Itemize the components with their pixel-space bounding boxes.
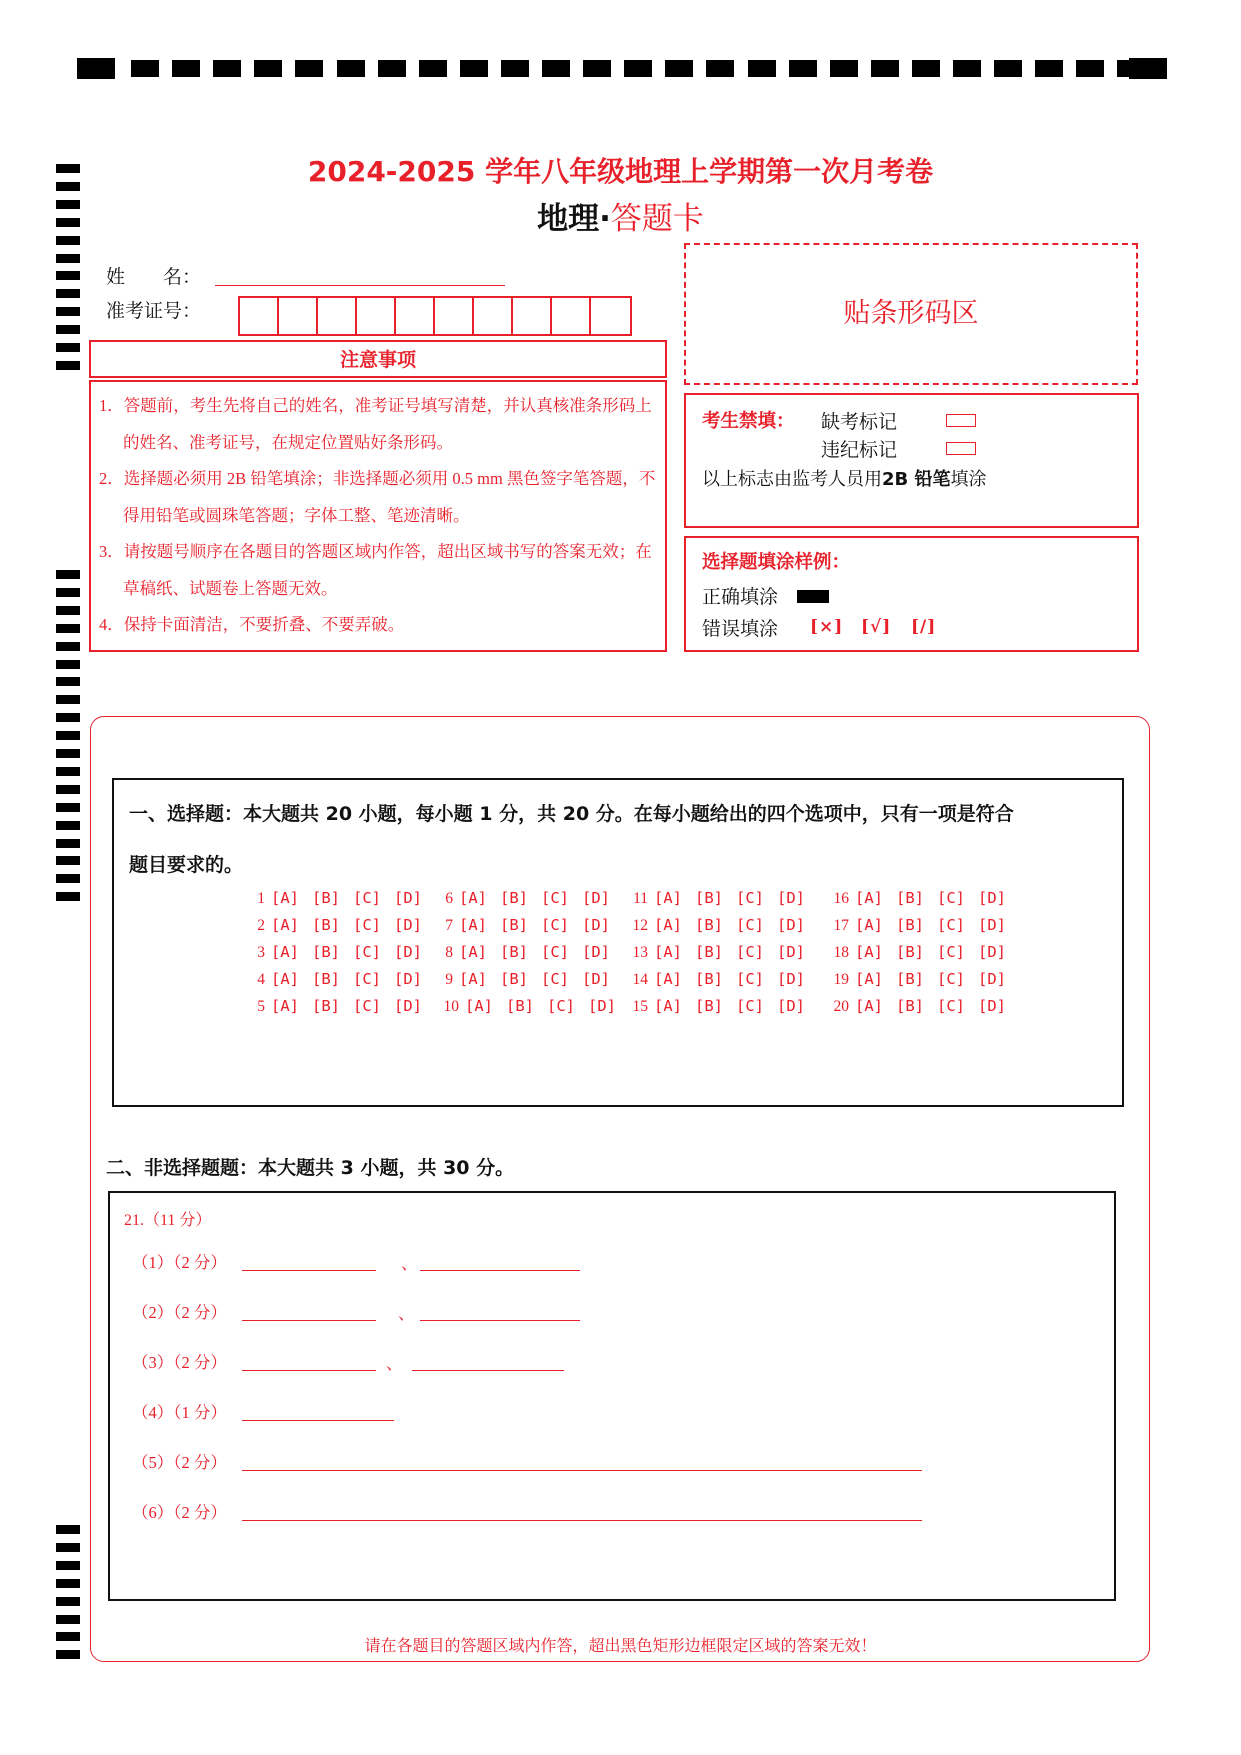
question-number: 5 [257,998,265,1015]
fill-example-title: 选择题填涂样例： [702,552,851,573]
violation-mark-label: 违纪标记 [821,439,898,461]
timing-mark [56,1561,80,1570]
timing-mark [56,570,80,579]
timing-mark [56,767,80,776]
timing-mark [378,60,406,77]
answer-blank[interactable] [412,1370,564,1371]
choice-bubble[interactable]: [A] [459,889,487,907]
timing-mark [131,60,159,77]
exam-id-digit-box[interactable] [474,298,513,334]
choice-bubble[interactable]: [D] [777,916,805,934]
timing-mark [56,892,80,901]
choice-bubble[interactable]: [D] [777,997,805,1015]
timing-mark [56,1597,80,1606]
blank-separator: 、 [386,1354,403,1373]
choice-bubble[interactable]: [A] [654,997,682,1015]
choice-bubble[interactable]: [D] [777,943,805,961]
choice-bubble[interactable]: [C] [541,970,569,988]
exam-id-digit-box[interactable] [513,298,552,334]
question-number: 8 [445,944,453,961]
wrong-fill-label: 错误填涂 [702,618,779,640]
question-number: 20 [833,998,849,1015]
timing-mark [1129,58,1167,79]
timing-mark [665,60,693,77]
choice-bubble[interactable]: [A] [271,943,299,961]
choice-question-row [628,970,818,989]
timing-mark [501,60,529,77]
choice-bubble[interactable]: [C] [937,916,965,934]
choice-question-row [628,889,818,908]
choice-bubble[interactable]: [D] [582,970,610,988]
wrong-fill-sample: [/] [911,617,937,637]
exam-id-label: 准考证号： [106,300,202,322]
choice-bubble[interactable]: [C] [541,916,569,934]
section1-instructions-cont: 题目要求的。 [129,854,244,876]
timing-mark [213,60,241,77]
question-number: 13 [632,944,648,961]
timing-mark [56,624,80,633]
choice-bubble[interactable]: [B] [312,997,340,1015]
question-number: 10 [443,998,459,1015]
choice-bubble[interactable]: [C] [937,943,965,961]
timing-mark [460,60,488,77]
exam-id-digit-box[interactable] [279,298,318,334]
note-item: 2．选择题必须用 2B 铅笔填涂；非选择题必须用 0.5 mm 黑色签字笔答题，不得用铅笔或圆珠笔答题；字体工整、笔迹清晰。 [99,469,656,525]
choice-bubble[interactable]: [D] [394,970,422,988]
timing-mark [583,60,611,77]
timing-mark [1076,60,1104,77]
choice-question-row [251,970,435,989]
choice-bubble[interactable]: [D] [588,997,616,1015]
note-item: 3．请按题号顺序在各题目的答题区域内作答，超出区域书写的答案无效；在草稿纸、试题卷上答题无效。 [99,542,652,598]
choice-question-row [829,970,1019,989]
choice-bubble[interactable]: [B] [312,889,340,907]
choice-bubble[interactable]: [C] [353,997,381,1015]
choice-bubble[interactable]: [D] [394,916,422,934]
section1-instructions: 一、选择题：本大题共 20 小题，每小题 1 分，共 20 分。在每小题给出的四个选项中，只有一项是符合 [129,803,1014,825]
choice-bubble[interactable]: [D] [394,889,422,907]
choice-bubble[interactable]: [D] [582,943,610,961]
answer-area-warning: 请在各题目的答题区域内作答，超出黑色矩形边框限定区域的答案无效！ [364,1638,877,1655]
choice-bubble[interactable]: [A] [654,970,682,988]
timing-mark [789,60,817,77]
timing-mark [56,803,80,812]
choice-bubble[interactable]: [B] [695,916,723,934]
exam-id-digit-box[interactable] [435,298,474,334]
timing-mark [56,874,80,883]
timing-mark [56,856,80,865]
choice-question-row [439,916,623,935]
choice-bubble[interactable]: [B] [896,916,924,934]
timing-mark [56,839,80,848]
timing-mark [295,60,323,77]
choice-bubble[interactable]: [B] [695,970,723,988]
choice-bubble[interactable]: [D] [978,997,1006,1015]
correct-fill-label: 正确填涂 [702,586,779,608]
choice-question-row [251,943,435,962]
question-number: 4 [257,971,265,988]
choice-bubble[interactable]: [B] [896,970,924,988]
choice-bubble[interactable]: [B] [312,970,340,988]
choice-bubble[interactable]: [A] [855,943,883,961]
timing-mark [542,60,570,77]
note-item: 4．保持卡面清洁，不要折叠、不要弄破。 [99,615,405,634]
choice-bubble[interactable]: [C] [353,916,381,934]
choice-bubble[interactable]: [A] [465,997,493,1015]
choice-bubble[interactable]: [B] [896,943,924,961]
choice-bubble[interactable]: [B] [500,970,528,988]
timing-mark [624,60,652,77]
question-number: 16 [833,890,849,907]
timing-mark [56,1579,80,1588]
choice-question-row [251,916,435,935]
sub-question-label: （4）（1 分） [132,1403,227,1422]
timing-mark [56,606,80,615]
timing-mark [56,677,80,686]
answer-blank[interactable] [242,1370,376,1371]
choice-bubble[interactable]: [C] [736,889,764,907]
choice-bubble[interactable]: [D] [978,889,1006,907]
timing-mark [56,343,80,352]
choice-bubble[interactable]: [B] [896,889,924,907]
choice-bubble[interactable]: [A] [459,916,487,934]
choice-question-row [628,943,818,962]
question-21-title: 21.（11 分） [124,1212,212,1229]
proctor-marks-title: 考生禁填： [702,411,795,432]
question-number: 17 [833,917,849,934]
choice-question-row [829,916,1019,935]
choice-question-row [439,997,629,1016]
choice-bubble[interactable]: [A] [459,970,487,988]
choice-bubble[interactable]: [D] [582,889,610,907]
choice-bubble[interactable]: [C] [736,970,764,988]
exam-id-digit-box[interactable] [357,298,396,334]
timing-mark [337,60,365,77]
timing-mark [56,713,80,722]
choice-question-row [628,997,818,1016]
blank-separator: 、 [398,1304,415,1323]
choice-bubble[interactable]: [C] [541,943,569,961]
choice-bubble[interactable]: [A] [855,889,883,907]
choice-bubble[interactable]: [D] [777,889,805,907]
choice-bubble[interactable]: [A] [271,997,299,1015]
question-number: 11 [633,890,648,907]
choice-bubble[interactable]: [A] [271,916,299,934]
choice-bubble[interactable]: [A] [459,943,487,961]
choice-question-row [439,970,623,989]
notes-heading: 注意事项 [89,340,667,378]
answer-blank[interactable] [420,1270,580,1271]
choice-bubble[interactable]: [A] [654,889,682,907]
timing-mark [56,642,80,651]
exam-id-digit-box[interactable] [240,298,279,334]
choice-question-row [439,889,623,908]
choice-bubble[interactable]: [A] [855,997,883,1015]
choice-bubble[interactable]: [A] [654,943,682,961]
choice-bubble[interactable]: [A] [855,916,883,934]
choice-bubble[interactable]: [C] [736,916,764,934]
choice-bubble[interactable]: [D] [978,970,1006,988]
timing-mark [56,588,80,597]
timing-mark [56,361,80,370]
question-number: 18 [833,944,849,961]
choice-bubble[interactable]: [B] [500,889,528,907]
section2-heading: 二、非选择题题：本大题共 3 小题，共 30 分。 [106,1157,515,1179]
exam-id-digit-box[interactable] [552,298,591,334]
answer-blank[interactable] [242,1470,922,1471]
barcode-area: 贴条形码区 [684,243,1138,385]
answer-blank[interactable] [242,1320,376,1321]
timing-mark [1035,60,1063,77]
answer-blank[interactable] [420,1320,580,1321]
timing-mark [56,254,80,263]
timing-mark [56,1543,80,1552]
fill-example-box [684,536,1139,652]
choice-bubble[interactable]: [D] [394,943,422,961]
exam-title: 2024-2025 学年八年级地理上学期第一次月考卷 [307,155,934,188]
choice-bubble[interactable]: [B] [695,997,723,1015]
timing-mark [56,660,80,669]
choice-question-row [251,889,435,908]
wrong-fill-sample: [×] [810,617,844,637]
answer-card-subtitle [0,193,1241,238]
choice-question-row [439,943,623,962]
exam-id-digit-box[interactable] [591,298,630,334]
exam-id-boxes[interactable] [238,296,632,336]
timing-mark [994,60,1022,77]
name-field[interactable] [215,285,505,286]
choice-bubble[interactable]: [C] [937,889,965,907]
timing-mark [706,60,734,77]
timing-mark [871,60,899,77]
timing-mark [56,695,80,704]
choice-bubble[interactable]: [B] [312,916,340,934]
timing-mark [419,60,447,77]
name-label: 姓 名： [106,266,202,288]
subject-name: 地理 [537,201,600,237]
choice-bubble[interactable]: [D] [978,943,1006,961]
choice-bubble[interactable]: [D] [394,997,422,1015]
answer-card-label: 答题卡 [610,201,704,237]
timing-mark [56,821,80,830]
choice-bubble[interactable]: [B] [695,943,723,961]
sub-question-label: （3）（2 分） [132,1353,227,1372]
question-number: 1 [257,890,265,907]
question-number: 2 [257,917,265,934]
note-item: 1．答题前，考生先将自己的姓名，准考证号填写清楚，并认真核准条形码上的姓名、准考证号，在规定位置贴好条形码。 [99,396,652,452]
choice-question-row [829,889,1019,908]
question-number: 9 [445,971,453,988]
exam-id-digit-box[interactable] [396,298,435,334]
question-number: 19 [833,971,849,988]
choice-bubble[interactable]: [D] [978,916,1006,934]
choice-bubble[interactable]: [A] [271,970,299,988]
choice-question-row [829,943,1019,962]
choice-question-row [628,916,818,935]
choice-bubble[interactable]: [D] [582,916,610,934]
proctor-marks-box [684,393,1139,528]
wrong-fill-sample: [√] [861,617,892,637]
subtitle-separator: · [599,201,611,237]
blank-separator: 、 [401,1254,418,1273]
timing-mark [254,60,282,77]
choice-bubble[interactable]: [C] [353,943,381,961]
answer-blank[interactable] [242,1420,394,1421]
choice-bubble[interactable]: [C] [937,997,965,1015]
proctor-note: 以上标志由监考人员用2B 铅笔填涂 [702,469,987,490]
choice-bubble[interactable]: [C] [353,889,381,907]
question-number: 7 [445,917,453,934]
choice-bubble[interactable]: [C] [541,889,569,907]
choice-bubble[interactable]: [B] [506,997,534,1015]
answer-blank[interactable] [242,1520,922,1521]
sub-question-label: （1）（2 分） [132,1253,227,1272]
question-number: 14 [632,971,648,988]
exam-id-digit-box[interactable] [318,298,357,334]
timing-mark [748,60,776,77]
correct-fill-sample [797,590,829,603]
question-number: 15 [632,998,648,1015]
sub-question-label: （5）（2 分） [132,1453,227,1472]
timing-mark [912,60,940,77]
absent-mark-box[interactable] [946,414,976,427]
question-21-box [108,1191,1116,1601]
absent-mark-label: 缺考标记 [821,411,898,433]
choice-bubble[interactable]: [D] [777,970,805,988]
choice-bubble[interactable]: [C] [353,970,381,988]
timing-mark [56,1615,80,1624]
choice-bubble[interactable]: [A] [271,889,299,907]
choice-bubble[interactable]: [A] [855,970,883,988]
question-number: 3 [257,944,265,961]
choice-bubble[interactable]: [B] [312,943,340,961]
timing-mark [77,58,115,79]
answer-blank[interactable] [242,1270,376,1271]
choice-bubble[interactable]: [A] [654,916,682,934]
choice-bubble[interactable]: [B] [896,997,924,1015]
violation-mark-box[interactable] [946,442,976,455]
timing-mark [56,785,80,794]
timing-mark [172,60,200,77]
sub-question-label: （2）（2 分） [132,1303,227,1322]
timing-mark [56,731,80,740]
notes-box [89,380,667,652]
timing-mark [56,307,80,316]
choice-bubble[interactable]: [B] [500,916,528,934]
timing-mark [830,60,858,77]
sub-question-label: （6）（2 分） [132,1503,227,1522]
timing-mark [56,271,80,280]
timing-mark [56,749,80,758]
choice-question-row [829,997,1019,1016]
timing-mark [953,60,981,77]
choice-question-row [251,997,435,1016]
choice-bubble[interactable]: [C] [736,943,764,961]
choice-bubble[interactable]: [C] [547,997,575,1015]
timing-mark [56,289,80,298]
choice-bubble[interactable]: [B] [695,889,723,907]
timing-mark [56,325,80,334]
choice-bubble[interactable]: [C] [937,970,965,988]
timing-mark [56,1525,80,1534]
choice-bubble[interactable]: [C] [736,997,764,1015]
question-number: 6 [445,890,453,907]
choice-bubble[interactable]: [B] [500,943,528,961]
question-number: 12 [632,917,648,934]
